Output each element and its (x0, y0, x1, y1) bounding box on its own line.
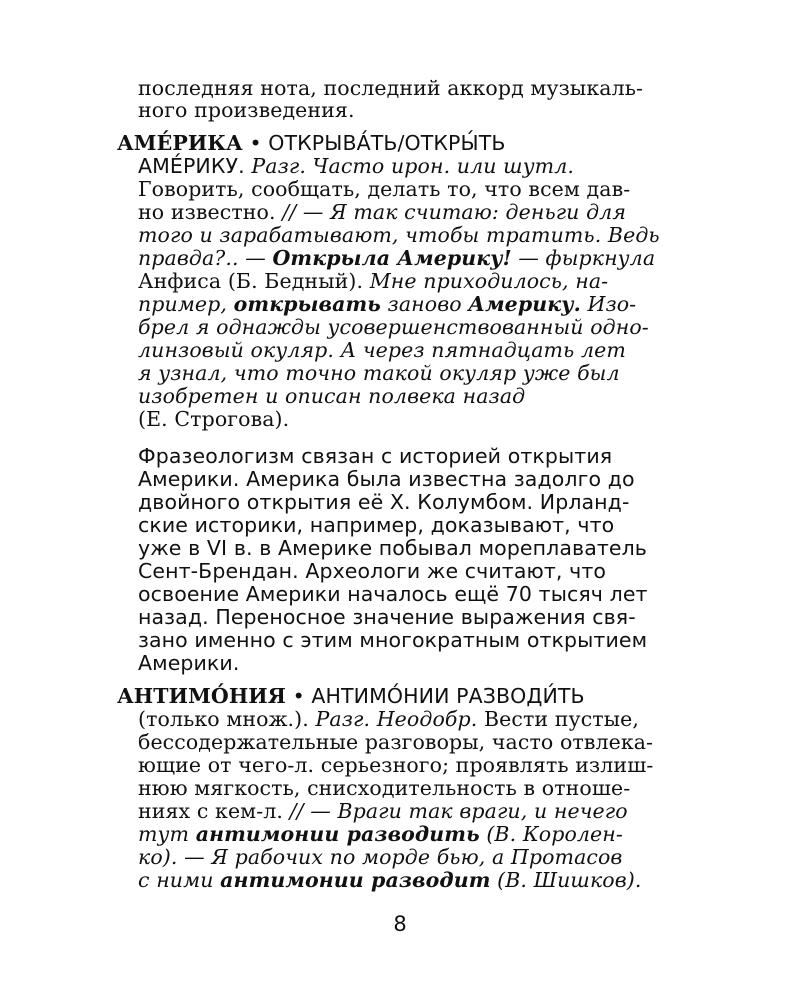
note-line (138, 629, 647, 651)
text-line (138, 247, 655, 269)
definition-text: ного произведения. (138, 98, 355, 122)
text-line (138, 316, 649, 338)
note-text: назад. Переносное значение выражения свя- (138, 605, 636, 629)
definition-text: ниях с кем-л. (138, 799, 283, 823)
example-text: того и зарабатывают, чтобы тратить. Ведь (138, 223, 660, 247)
note-line (138, 537, 647, 559)
note-text: Фразеологизм связан с историей открытия (138, 444, 613, 468)
text-line (138, 754, 653, 776)
text-line (138, 385, 525, 407)
text-line (138, 777, 630, 799)
note-text: Америки. (138, 651, 240, 675)
text-line (138, 77, 643, 99)
text-line (138, 224, 660, 246)
text-line (138, 99, 355, 121)
text-line (138, 823, 623, 845)
note-line (138, 514, 614, 536)
example-text: — фыркнула (518, 246, 656, 270)
example-text: правда?.. — (138, 246, 266, 270)
text-line (138, 846, 622, 868)
text-line (138, 201, 626, 223)
bullet-icon: • (292, 684, 305, 708)
note-line (138, 560, 606, 582)
text-line (138, 731, 653, 753)
text-line (138, 339, 626, 361)
note-line (138, 468, 635, 490)
head-word: АНТИМО́НИЯ (117, 684, 286, 708)
example-text: тут (138, 822, 190, 846)
example-text: // — Враги так враги, и нечего (289, 799, 628, 823)
bullet-icon: • (249, 131, 262, 155)
definition-text: последняя нота, последний аккорд музыкаль- (138, 76, 643, 100)
example-text: пример, (138, 292, 227, 316)
text-line (138, 270, 608, 292)
style-label: Разг. Неодобр. (315, 707, 478, 731)
grammar-note: (только множ.). (138, 707, 309, 731)
entry-header-antimonia (117, 685, 585, 707)
definition-text: но известно. (138, 200, 276, 224)
note-line (138, 606, 636, 628)
example-phrase: открывать (233, 292, 381, 316)
note-line (138, 652, 239, 674)
example-text: линзовый окуляр. А через пятнадцать лет (138, 338, 626, 362)
example-text: заново (387, 292, 462, 316)
note-line (138, 583, 648, 605)
note-line (138, 491, 629, 513)
text-line (138, 178, 630, 200)
example-text: Мне приходилось, на- (369, 269, 609, 293)
example-phrase: антимонии разводит (220, 868, 491, 892)
style-label: Разг. Часто ирон. или шутл. (251, 154, 574, 178)
text-line (138, 362, 620, 384)
note-text: Америки. Америка была известна задолго до (138, 467, 635, 491)
note-text: освоение Америки началось ещё 70 тысяч лет (138, 582, 648, 606)
note-text: двойного открытия её Х. Колумбом. Ирланд- (138, 490, 630, 514)
head-word: АМЕ́РИКА (117, 131, 243, 155)
phrase-title: АНТИМО́НИИ РАЗВОДИ́ТЬ (311, 684, 585, 708)
text-line (138, 155, 574, 177)
note-text: уже в VI в. в Америке побывал мореплаватель (138, 536, 647, 560)
definition-text: нюю мягкость, снисходительность в отноше- (138, 776, 631, 800)
note-text: зано именно с этим многократным открытием (138, 628, 648, 652)
example-text: ко). — Я рабочих по морде бью, а Протасов (138, 845, 623, 869)
example-phrase: Америку. (468, 292, 581, 316)
page-number: 8 (393, 912, 407, 936)
example-phrase: Открыла Америку! (272, 246, 512, 270)
phrase-title: АМЕ́РИКУ. (138, 154, 245, 178)
example-source: (В. Королен- (486, 822, 623, 846)
example-text: изобретен и описан полвека назад (138, 384, 526, 408)
example-text: // — Я так считаю: деньги для (282, 200, 627, 224)
definition-text: бессодержательные разговоры, часто отвлека- (138, 730, 654, 754)
text-line (138, 293, 636, 315)
text-line (138, 869, 641, 891)
text-line (138, 708, 639, 730)
example-text: с ними (138, 868, 214, 892)
example-source: (Е. Строгова). (138, 407, 290, 431)
definition-text: ющие от чего-л. серьезного; проявлять излиш- (138, 753, 654, 777)
entry-header-amerika (117, 132, 506, 154)
text-line (138, 800, 628, 822)
phrase-title: ОТКРЫВА́ТЬ/ОТКРЫ́ТЬ (268, 131, 506, 155)
note-line (138, 445, 612, 467)
example-text: Изо- (587, 292, 637, 316)
example-text: брел я однажды усовершенствованный одно- (138, 315, 649, 339)
definition-text: Вести пустые, (483, 707, 639, 731)
example-source: Анфиса (Б. Бедный). (138, 269, 364, 293)
note-text: ские историки, например, доказывают, что (138, 513, 615, 537)
definition-text: Говорить, сообщать, делать то, что всем дав- (138, 177, 631, 201)
example-phrase: антимонии разводить (195, 822, 480, 846)
example-text: я узнал, что точно такой окуляр уже был (138, 361, 620, 385)
example-source: (В. Шишков). (497, 868, 642, 892)
text-line (138, 408, 289, 430)
note-text: Сент-Брендан. Археологи же считают, что (138, 559, 607, 583)
